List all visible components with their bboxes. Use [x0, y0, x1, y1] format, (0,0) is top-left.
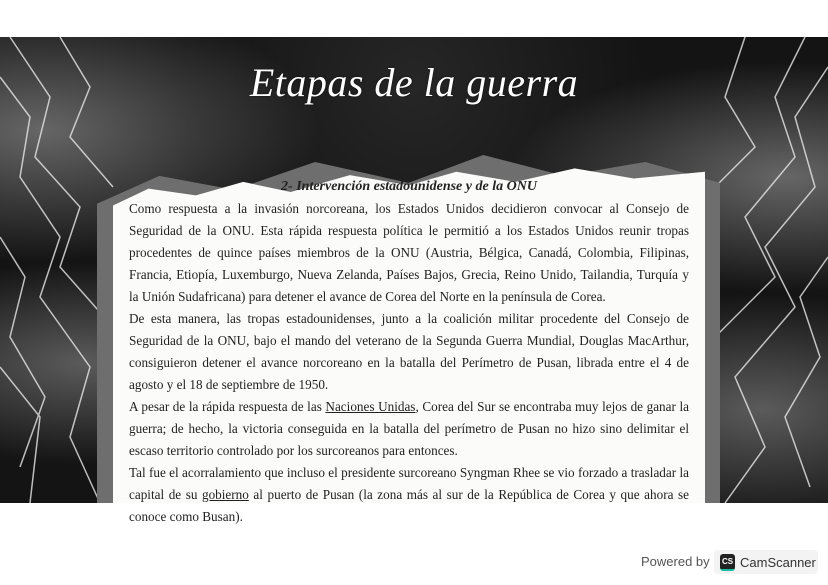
paragraph-text: , Corea del Sur se encontraba muy lejos de ganar la guerra; de hecho, la victoria conseguida en la batalla del perímetro de Pusan no hizo sino delimitar el escaso territorio controlado por los surcoreanos para entonces. [129, 399, 689, 458]
paragraph-text: al puerto de Pusan (la zona más al sur de la República de Corea y que ahora se conoce como Busan). [129, 487, 689, 524]
camscanner-badge [714, 550, 818, 574]
powered-by-label: Powered by [641, 554, 710, 569]
paragraph: De esta manera, las tropas estadounidenses, junto a la coalición militar procedente del Consejo de Seguridad de la ONU, bajo el mando del veterano de la Segunda Guerra Mundial, Douglas MacArthur, consiguieron detener el avance norcoreano en la batalla del Perímetro de Pusan, librada entre el 4 de agosto y el 18 de septiembre de 1950. [129, 311, 689, 392]
gobierno-link[interactable]: gobierno [201, 487, 249, 502]
camscanner-logo-icon: CS [720, 554, 735, 571]
paragraph-text: A pesar de la rápida respuesta de las [129, 399, 326, 414]
paragraph: Como respuesta a la invasión norcoreana, los Estados Unidos decidieron convocar al Consejo de Seguridad de la ONU. Esta rápida respuesta política le permitió a los Estados Unidos reunir tropas procedentes de quince países miembros de la ONU (Austria, Bélgica, Canadá, Colombia, Filipinas, Francia, Etiopía, Luxemburgo, Nueva Zelanda, Países Bajos, Grecia, Reino Unido, Tailandia, Turquía y la Unión Sudafricana) para detener el avance de Corea del Norte en la península de Corea. [129, 201, 689, 304]
section-heading: 2- Intervención estadounidense y de la ONU [281, 179, 537, 194]
paragraph [129, 462, 689, 528]
marble-texture-left [0, 37, 113, 503]
naciones-unidas-link[interactable]: Naciones Unidas [325, 399, 416, 414]
marble-texture-right [705, 37, 828, 503]
slide [0, 37, 828, 524]
paragraph-text: Tal fue el acorralamiento que incluso el presidente surcoreano Syngman Rhee se vio forzado a trasladar la capital de su [129, 465, 689, 502]
slide-title: Etapas de la guerra [249, 60, 579, 105]
paragraph [129, 396, 689, 462]
slide-content [129, 176, 689, 528]
camscanner-brand: CamScanner [740, 554, 816, 570]
